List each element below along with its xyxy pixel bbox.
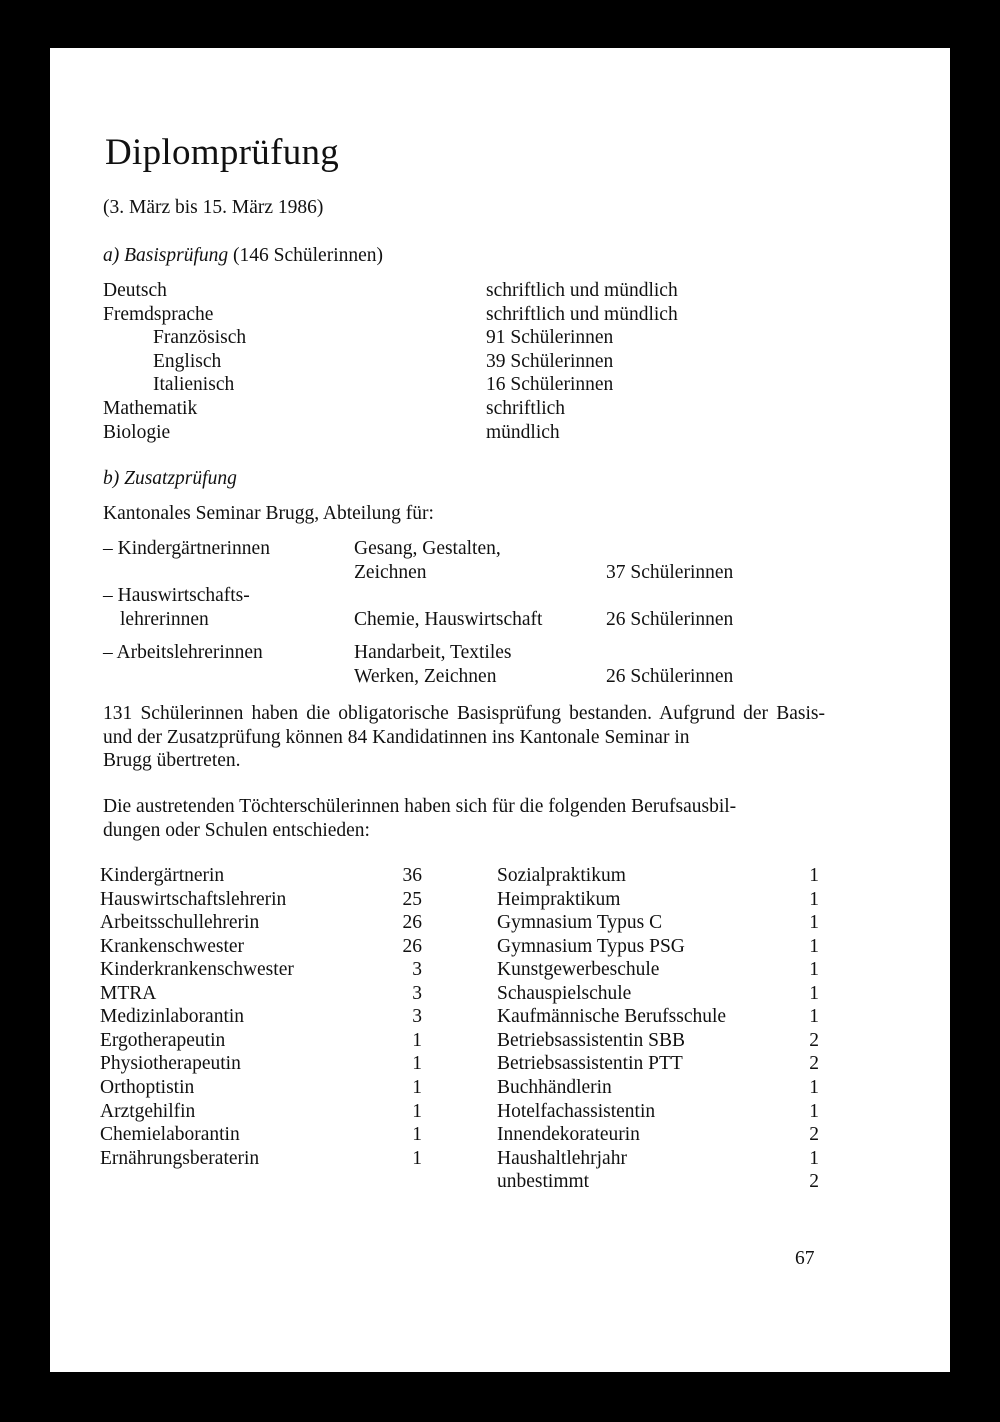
career-name: Heimpraktikum [497,888,621,910]
department-name: – Kindergärtnerinnen [103,538,270,559]
career-name: Kaufmännische Berufsschule [497,1006,727,1028]
career-name: Orthoptistin [100,1076,195,1098]
page-number: 67 [795,1248,815,1269]
career-count: 1 [412,1100,422,1122]
paragraph-basis-results [103,702,825,773]
paragraph2-line: Die austretenden Töchterschülerinnen haben sich für die folgenden Berufsausbil- [103,796,737,817]
list-item [100,864,422,888]
career-count: 1 [809,935,819,957]
career-count: 3 [412,959,422,981]
career-count: 1 [412,1124,422,1146]
subject-name: Englisch [153,350,222,372]
list-item [100,1100,422,1124]
list-item [497,1123,819,1147]
list-item [497,1147,819,1171]
department-name: lehrerinnen [120,609,209,630]
career-count: 1 [809,912,819,934]
list-item [497,1100,819,1124]
career-count: 2 [809,1124,819,1146]
career-name: Chemielaborantin [100,1124,240,1146]
career-name: MTRA [100,982,157,1004]
career-name: Hauswirtschaftslehrerin [100,888,287,910]
career-name: Arztgehilfin [100,1100,196,1122]
list-item [100,1052,422,1076]
department-count: 37 Schülerinnen [606,562,734,583]
department-subjects: Zeichnen [354,562,427,583]
career-count: 2 [809,1029,819,1051]
list-item [100,935,422,959]
career-name: Haushaltlehrjahr [497,1147,627,1169]
career-count: 26 [402,912,422,934]
section-a-heading-italic: a) Basisprüfung [103,245,229,266]
section-a-heading-rest: (146 Schülerinnen) [233,245,384,266]
subject-name: Biologie [103,421,171,443]
list-item [497,1076,819,1100]
subject-name: Fremdsprache [103,303,214,325]
career-count: 36 [402,865,422,886]
career-name: Medizinlaborantin [100,1006,245,1028]
career-name: Arbeitsschullehrerin [100,912,260,934]
career-count: 1 [809,982,819,1004]
career-count: 1 [809,888,819,910]
department-name: – Arbeitslehrerinnen [103,642,263,663]
list-item [100,982,422,1006]
subject-detail: schriftlich [486,398,566,419]
subject-name: Mathematik [103,398,198,419]
paragraph-career-choices [103,795,825,842]
career-count: 25 [402,888,422,910]
career-count: 1 [809,865,819,886]
career-count: 1 [809,959,819,981]
career-count: 1 [412,1147,422,1169]
list-item [497,958,819,982]
department-name: – Hauswirtschafts- [103,585,250,606]
document-page [50,48,950,1372]
career-name: Ernährungsberaterin [100,1147,260,1169]
department-subjects: Werken, Zeichnen [354,666,497,687]
paragraph2-line: dungen oder Schulen entschieden: [103,819,370,841]
career-name: Innendekorateurin [497,1124,640,1146]
list-item [497,888,819,912]
subject-detail: schriftlich und mündlich [486,303,678,325]
career-name: Physiotherapeutin [100,1053,241,1075]
list-item [497,1005,819,1029]
list-item [497,864,819,888]
paragraph1-line: Basis- und der Zusatzprüfung können 84 Kandidatinnen ins Kantonale Seminar in [103,703,825,748]
list-item [100,1147,422,1171]
subject-detail: 39 Schülerinnen [486,350,614,372]
date-range: (3. März bis 15. März 1986) [103,197,324,218]
career-name: Betriebsassistentin SBB [497,1029,685,1051]
career-name: Gymnasium Typus C [497,912,663,934]
section-b-heading: b) Zusatzprüfung [103,468,237,489]
list-item [497,1029,819,1053]
career-name: Sozialpraktikum [497,865,626,886]
subject-name: Italienisch [153,374,235,396]
career-name: unbestimmt [497,1171,590,1193]
career-name: Schauspielschule [497,982,632,1004]
career-count: 2 [809,1053,819,1075]
list-item [100,888,422,912]
section-a-heading [103,244,383,268]
career-count: 1 [809,1076,819,1098]
subject-detail: 91 Schülerinnen [486,327,614,349]
list-item [100,1005,422,1029]
career-name: Krankenschwester [100,935,245,957]
career-name: Kinderkrankenschwester [100,959,294,981]
career-name: Betriebsassistentin PTT [497,1053,683,1075]
career-count: 2 [809,1171,819,1193]
list-item [100,911,422,935]
list-item [100,1029,422,1053]
list-item [497,1052,819,1076]
list-item [497,911,819,935]
career-name: Kindergärtnerin [100,865,225,886]
subject-detail: schriftlich und mündlich [486,280,678,301]
career-name: Gymnasium Typus PSG [497,935,685,957]
department-count: 26 Schülerinnen [606,609,734,630]
subject-detail: mündlich [486,421,560,443]
paragraph1-line: Brugg übertreten. [103,750,241,771]
page-title: Diplomprüfung [105,132,340,173]
list-item [497,1170,819,1194]
department-subjects: Chemie, Hauswirtschaft [354,609,543,630]
career-count: 1 [809,1006,819,1028]
career-count: 26 [402,935,422,957]
list-item [100,1076,422,1100]
section-b-intro: Kantonales Seminar Brugg, Abteilung für: [103,503,434,524]
career-name: Buchhändlerin [497,1076,612,1098]
career-count: 1 [412,1053,422,1075]
list-item [497,935,819,959]
career-count: 3 [412,1006,422,1028]
paragraph1-line: 131 Schülerinnen haben die obligatorische Basisprüfung bestanden. Aufgrund der [103,703,769,724]
career-name: Hotelfachassistentin [497,1100,656,1122]
subject-name: Französisch [153,327,247,349]
career-name: Ergotherapeutin [100,1029,226,1051]
department-count: 26 Schülerinnen [606,666,734,687]
department-subjects: Handarbeit, Textiles [354,642,512,663]
career-count: 1 [412,1029,422,1051]
department-subjects: Gesang, Gestalten, [354,538,501,559]
career-count: 1 [809,1147,819,1169]
career-count: 1 [412,1076,422,1098]
list-item [100,958,422,982]
subject-detail: 16 Schülerinnen [486,374,614,396]
career-name: Kunstgewerbeschule [497,959,660,981]
subject-name: Deutsch [103,280,167,301]
career-count: 3 [412,982,422,1004]
list-item [100,1123,422,1147]
career-count: 1 [809,1100,819,1122]
list-item [497,982,819,1006]
